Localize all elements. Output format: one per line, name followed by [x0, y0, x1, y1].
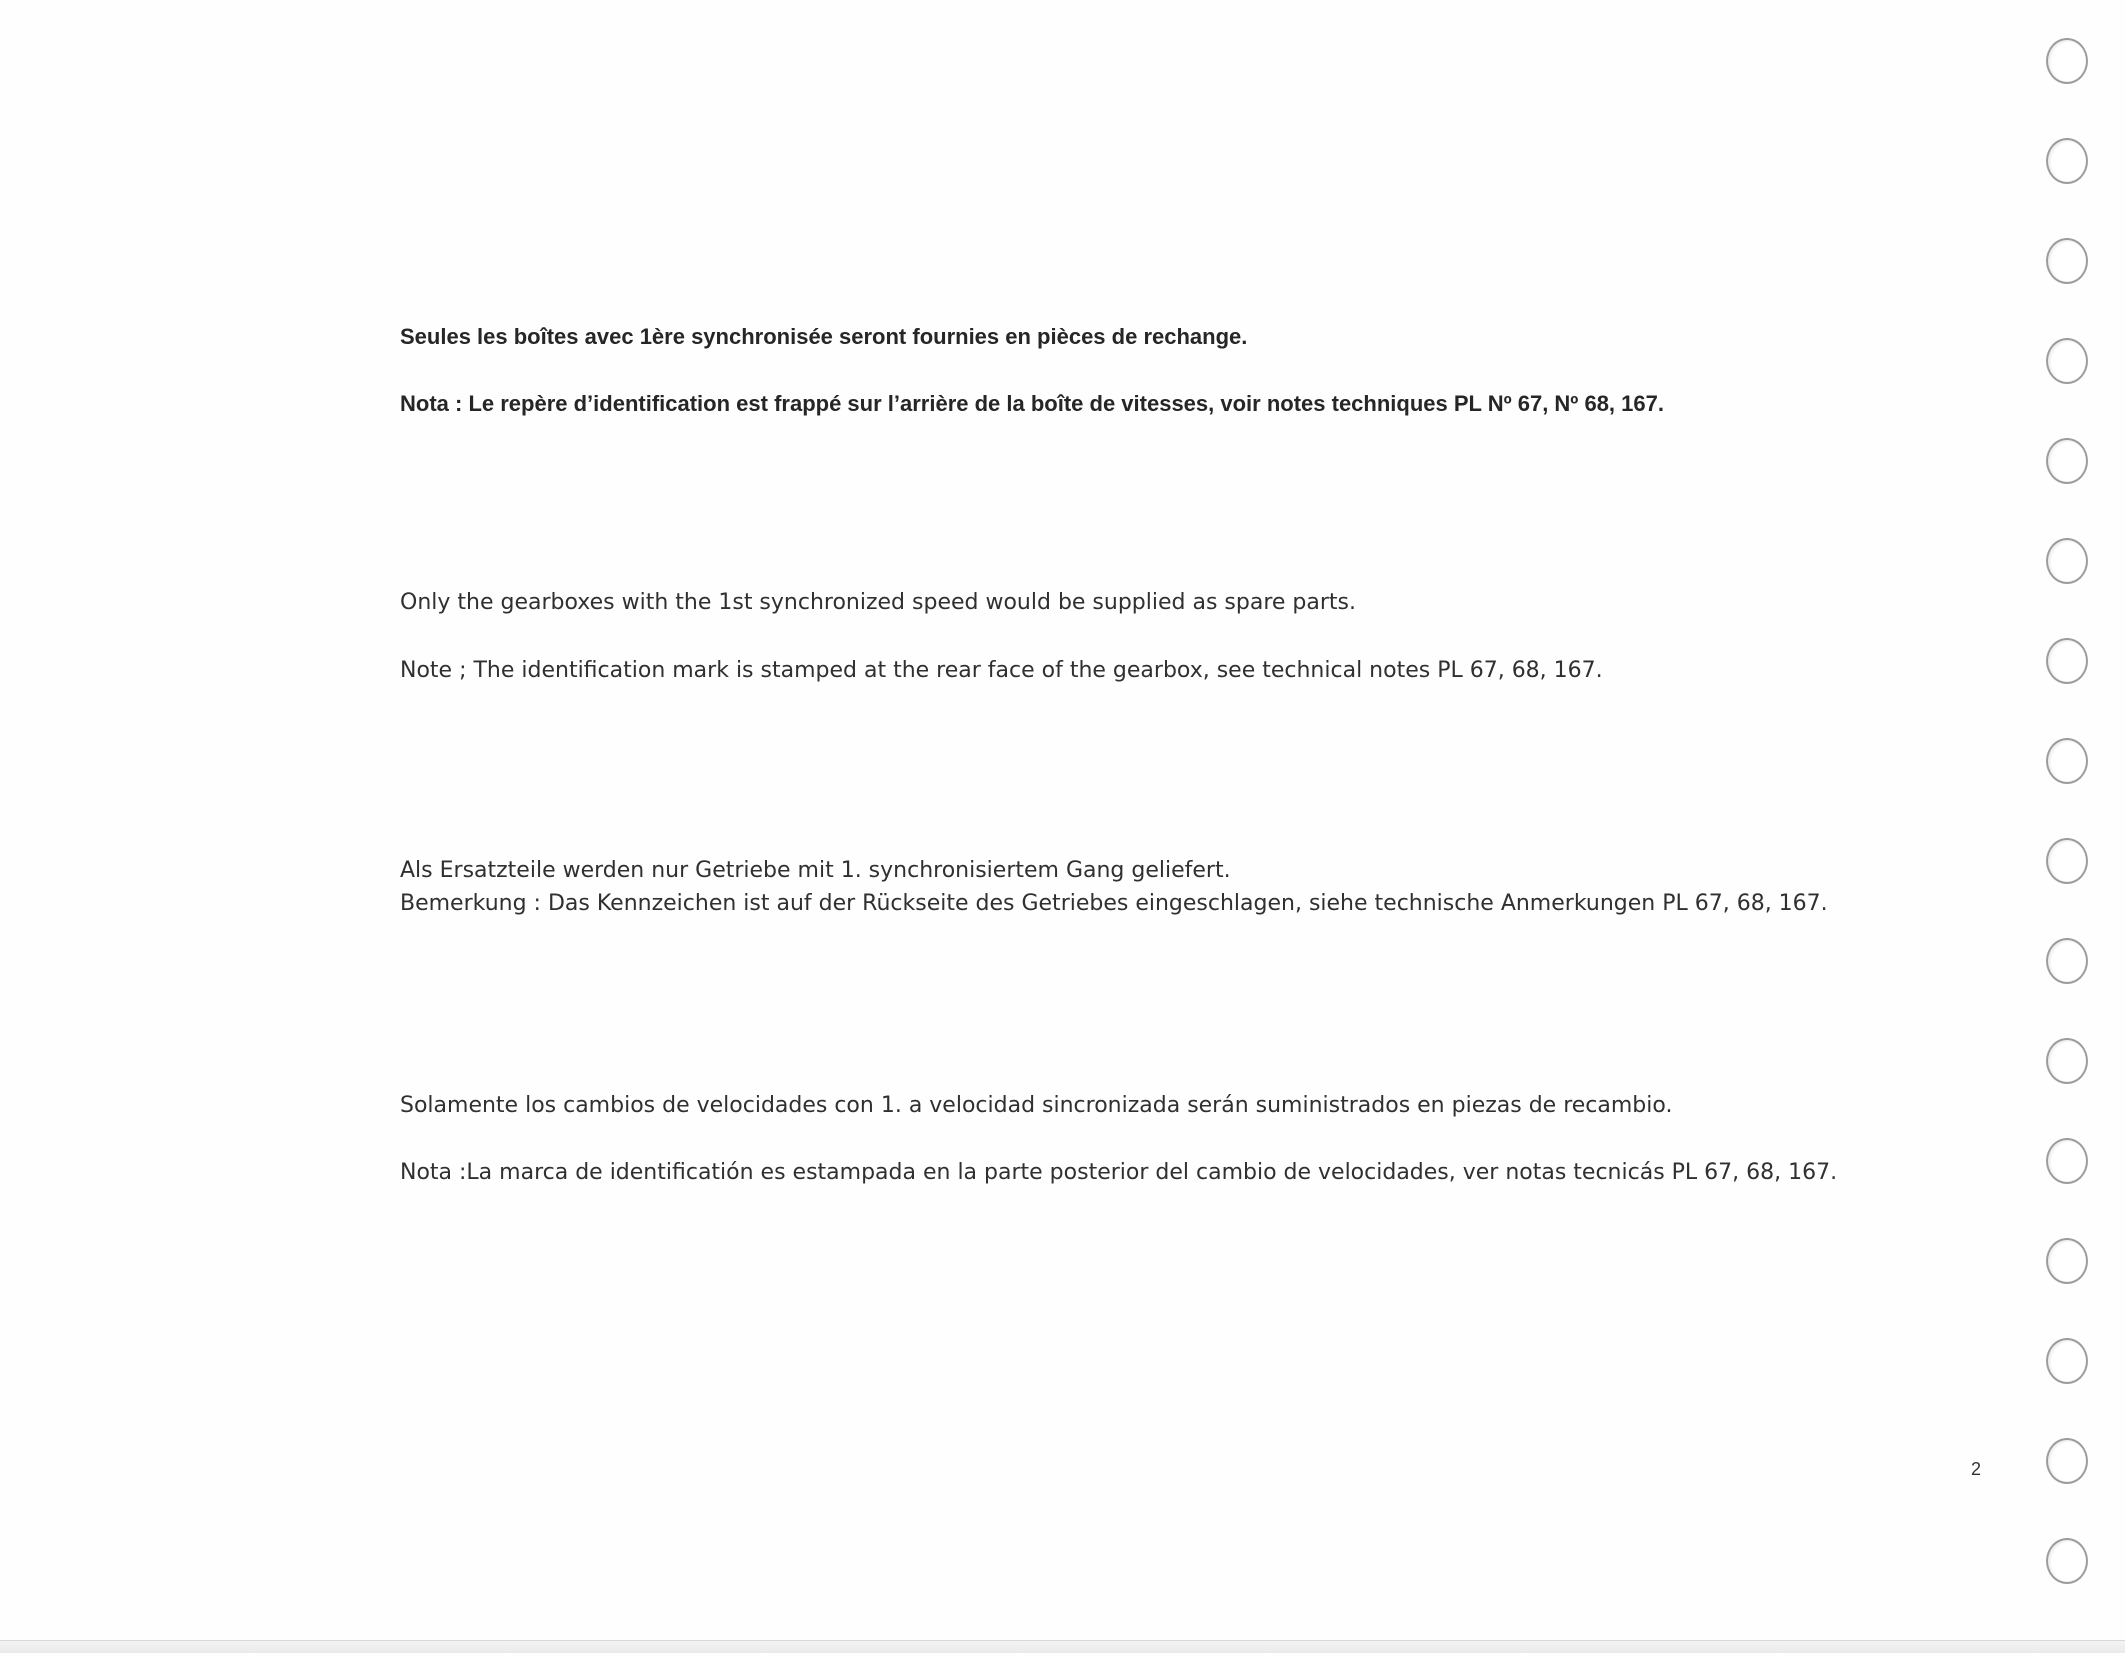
punch-hole [2046, 738, 2088, 784]
punch-hole [2046, 1338, 2088, 1384]
spanish-spare-parts-line: Solamente los cambios de velocidades con 1. a velocidad sincronizada serán suministrados en piezas de recambio. [400, 1093, 1673, 1118]
page-number: 2 [1971, 1459, 1982, 1479]
punch-hole [2046, 1038, 2088, 1084]
punch-hole [2046, 1138, 2088, 1184]
english-spare-parts-line: Only the gearboxes with the 1st synchronized speed would be supplied as spare parts. [400, 590, 1356, 615]
punch-hole [2046, 538, 2088, 584]
english-note-line: Note ; The identification mark is stamped at the rear face of the gearbox, see technical notes PL 67, 68, 167. [400, 658, 1603, 683]
german-note-line: Bemerkung : Das Kennzeichen ist auf der Rückseite des Getriebes eingeschlagen, siehe technische Anmerkungen PL 67, 68, 167. [400, 891, 1828, 916]
punch-hole [2046, 138, 2088, 184]
punch-hole [2046, 338, 2088, 384]
german-spare-parts-line: Als Ersatzteile werden nur Getriebe mit 1. synchronisiertem Gang geliefert. [400, 858, 1231, 883]
punch-hole [2046, 938, 2088, 984]
binder-punch-holes [2046, 0, 2106, 1653]
punch-hole [2046, 238, 2088, 284]
french-spare-parts-line: Seules les boîtes avec 1ère synchronisée seront fournies en pièces de rechange. [400, 324, 1248, 349]
page-bottom-edge [0, 1640, 2125, 1653]
punch-hole [2046, 1438, 2088, 1484]
punch-hole [2046, 438, 2088, 484]
punch-hole [2046, 638, 2088, 684]
punch-hole [2046, 1538, 2088, 1584]
punch-hole [2046, 38, 2088, 84]
punch-hole [2046, 1238, 2088, 1284]
punch-hole [2046, 838, 2088, 884]
spanish-note-line: Nota :La marca de identificatión es estampada en la parte posterior del cambio de velocidades, ver notas tecnicás PL 67, 68, 167. [400, 1160, 1838, 1185]
french-note-line: Nota : Le repère d’identification est frappé sur l’arrière de la boîte de vitesses, voir notes techniques PL Nº 67, Nº 68, 167. [400, 391, 1664, 416]
